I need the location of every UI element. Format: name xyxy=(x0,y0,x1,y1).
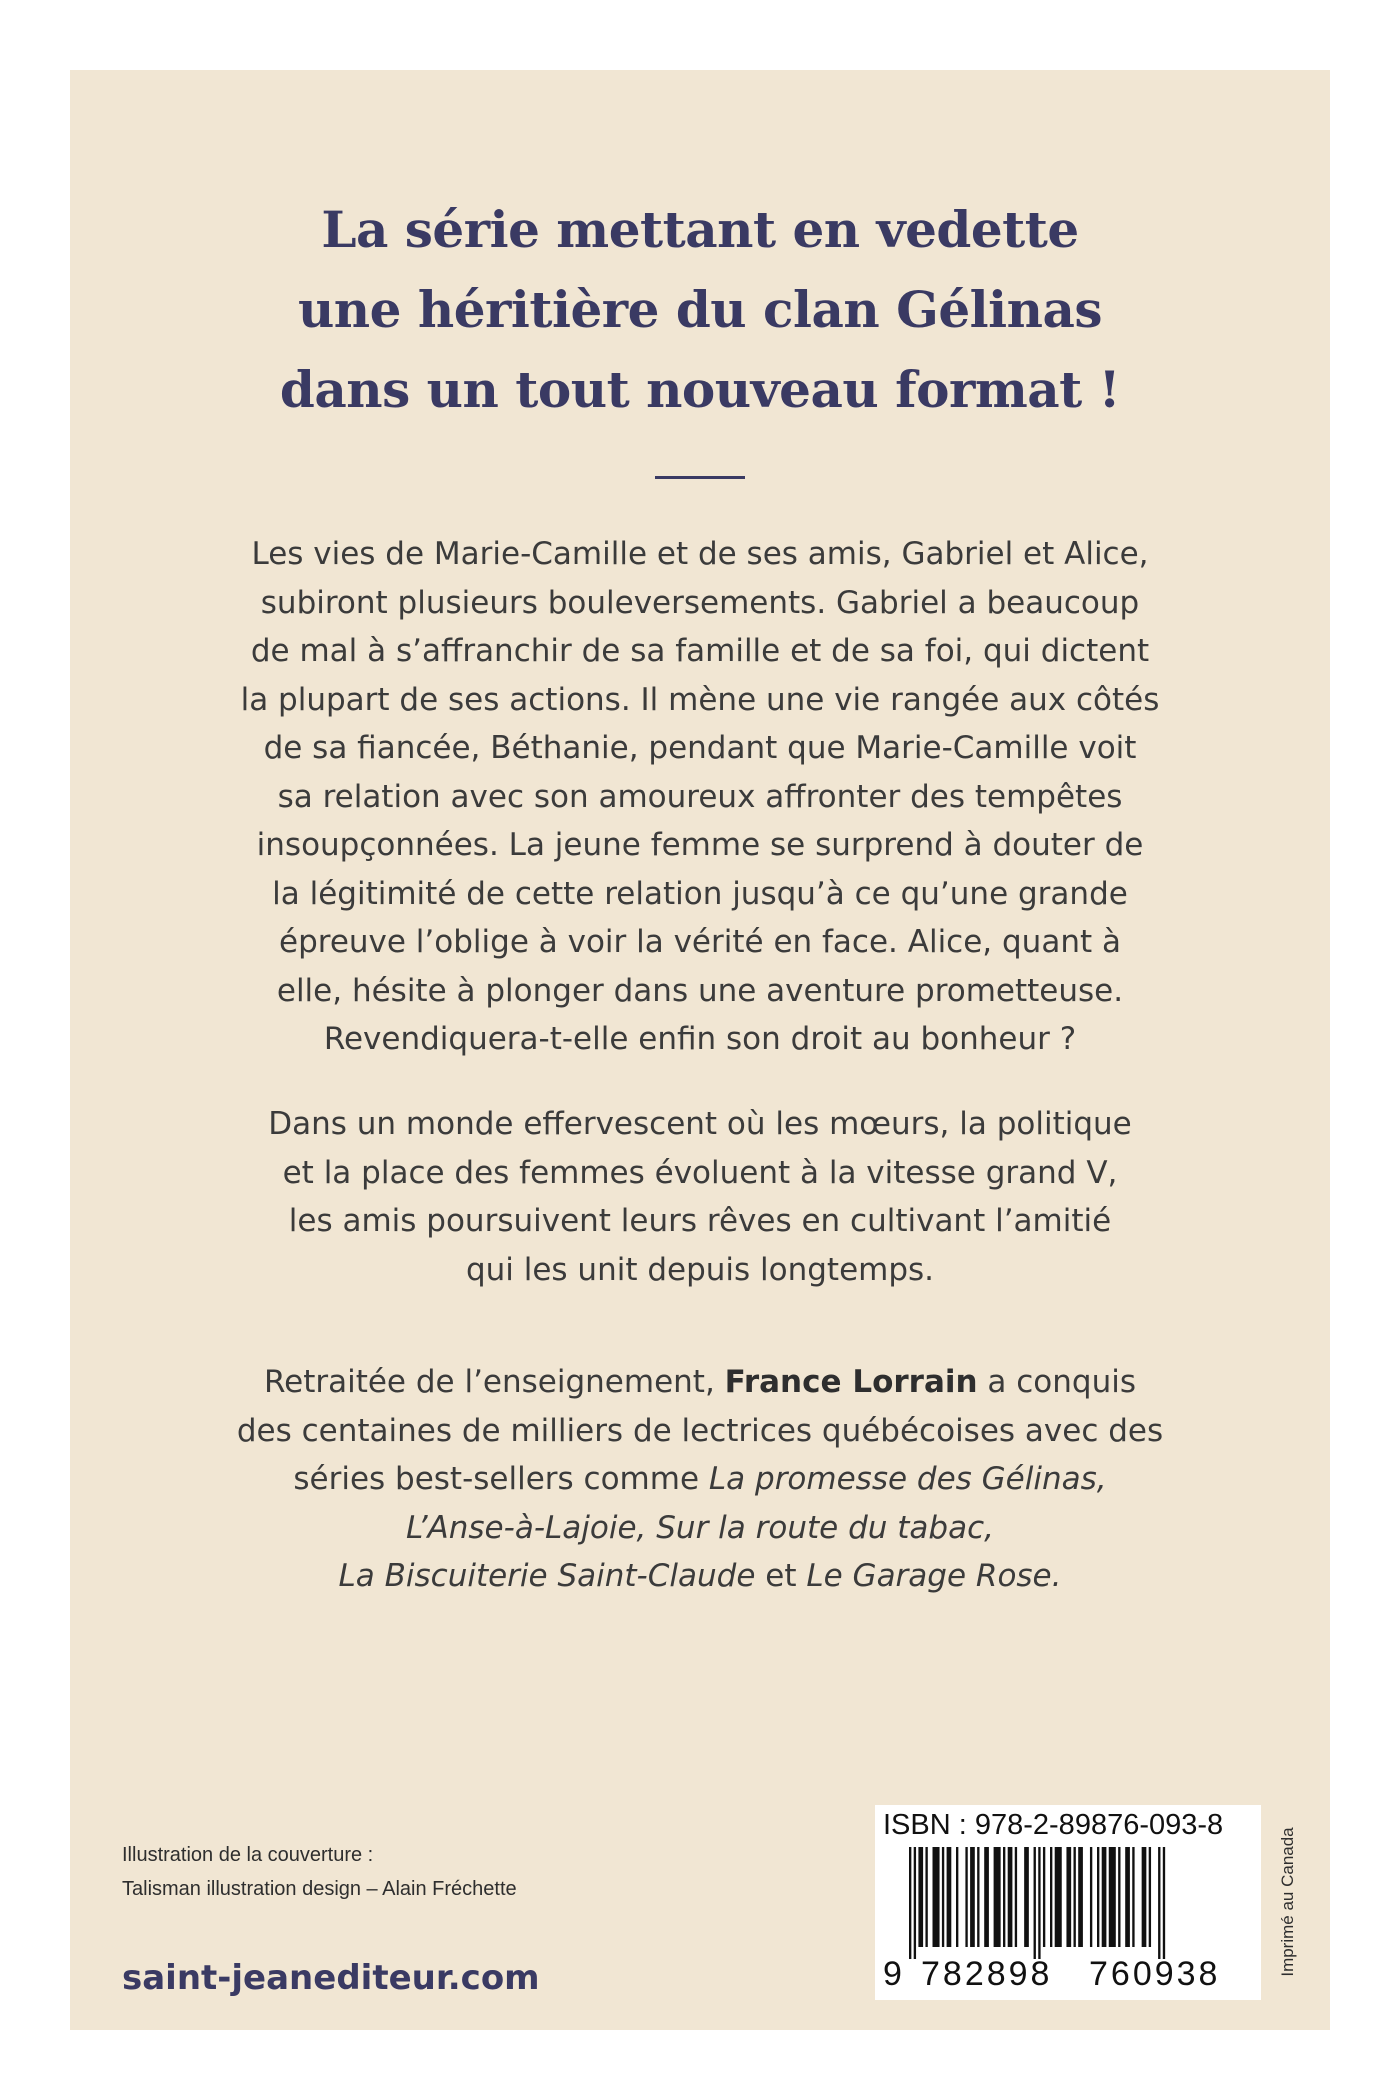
headline-line: dans un tout nouveau format ! xyxy=(279,360,1121,419)
author-name: France Lorrain xyxy=(724,1364,978,1400)
text-line xyxy=(150,1455,1250,1504)
text-line: épreuve l’oblige à voir la vérité en face. Alice, quant à xyxy=(279,924,1121,960)
text-line: elle, hésite à plonger dans une aventure prometteuse. xyxy=(276,972,1124,1009)
text-line: Dans un monde effervescent où les mœurs, la politique xyxy=(268,1106,1132,1142)
credits-line: Talisman illustration design – Alain Fréchette xyxy=(122,1878,517,1900)
text-span: Retraitée de l’enseignement, xyxy=(263,1364,725,1400)
barcode-icon xyxy=(883,1847,1253,1959)
text-span: séries best-sellers comme xyxy=(293,1461,709,1497)
text-line: des centaines de milliers de lectrices québécoises avec des xyxy=(236,1412,1164,1449)
text-line: la légitimité de cette relation jusqu’à ce qu’une grande xyxy=(272,875,1128,912)
publisher-website: saint-jeanediteur.com xyxy=(122,1958,540,1998)
printed-in-label-wrap xyxy=(1268,1805,1308,2000)
text-line: Les vies de Marie-Camille et de ses amis, Gabriel et Alice, xyxy=(251,536,1149,572)
isbn-label: ISBN : 978-2-89876-093-8 xyxy=(883,1809,1224,1841)
synopsis-paragraph-2 xyxy=(150,1100,1250,1294)
credits-line: Illustration de la couverture : xyxy=(122,1844,374,1866)
headline xyxy=(0,190,1400,430)
book-title: Le Garage Rose. xyxy=(806,1558,1062,1594)
headline-line: La série mettant en vedette xyxy=(321,200,1079,259)
text-line: qui les unit depuis longtemps. xyxy=(465,1251,935,1288)
barcode-box xyxy=(875,1805,1261,2000)
text-line: sa relation avec son amoureux affronter des tempêtes xyxy=(277,778,1123,815)
text-line xyxy=(150,1552,1250,1601)
text-line: la plupart de ses actions. Il mène une vie rangée aux côtés xyxy=(240,681,1160,718)
barcode-digit-first: 9 xyxy=(883,1955,902,1993)
book-title: La Biscuiterie Saint-Claude xyxy=(338,1558,756,1594)
illustration-credits xyxy=(122,1838,517,1906)
text-line xyxy=(150,1358,1250,1407)
printed-in-label: Imprimé au Canada xyxy=(1278,1827,1297,1977)
text-line: subiront plusieurs bouleversements. Gabriel a beaucoup xyxy=(260,584,1140,621)
text-span: a conquis xyxy=(977,1364,1137,1400)
author-bio xyxy=(150,1358,1250,1601)
text-line: insoupçonnées. La jeune femme se surprend à douter de xyxy=(256,827,1144,863)
synopsis-paragraph-1 xyxy=(150,530,1250,1064)
barcode-digits-right: 760938 xyxy=(1089,1955,1221,1993)
barcode-digits-left: 782898 xyxy=(921,1955,1053,1993)
text-line: de mal à s’affranchir de sa famille et de sa foi, qui dictent xyxy=(250,633,1150,669)
headline-line: une héritière du clan Gélinas xyxy=(297,280,1103,339)
text-line: les amis poursuivent leurs rêves en cultivant l’amitié xyxy=(288,1203,1112,1239)
book-title: La promesse des Gélinas, xyxy=(708,1461,1107,1497)
text-span: et xyxy=(755,1558,807,1594)
barcode-digits xyxy=(883,1955,1253,1997)
divider xyxy=(655,476,745,479)
text-line xyxy=(150,1504,1250,1553)
text-line: Revendiquera-t-elle enfin son droit au bonheur ? xyxy=(323,1021,1077,1057)
text-line: et la place des femmes évoluent à la vitesse grand V, xyxy=(282,1154,1118,1191)
text-line: de sa fiancée, Béthanie, pendant que Marie-Camille voit xyxy=(263,730,1137,766)
book-title: L’Anse-à-Lajoie, Sur la route du tabac, xyxy=(406,1509,994,1546)
